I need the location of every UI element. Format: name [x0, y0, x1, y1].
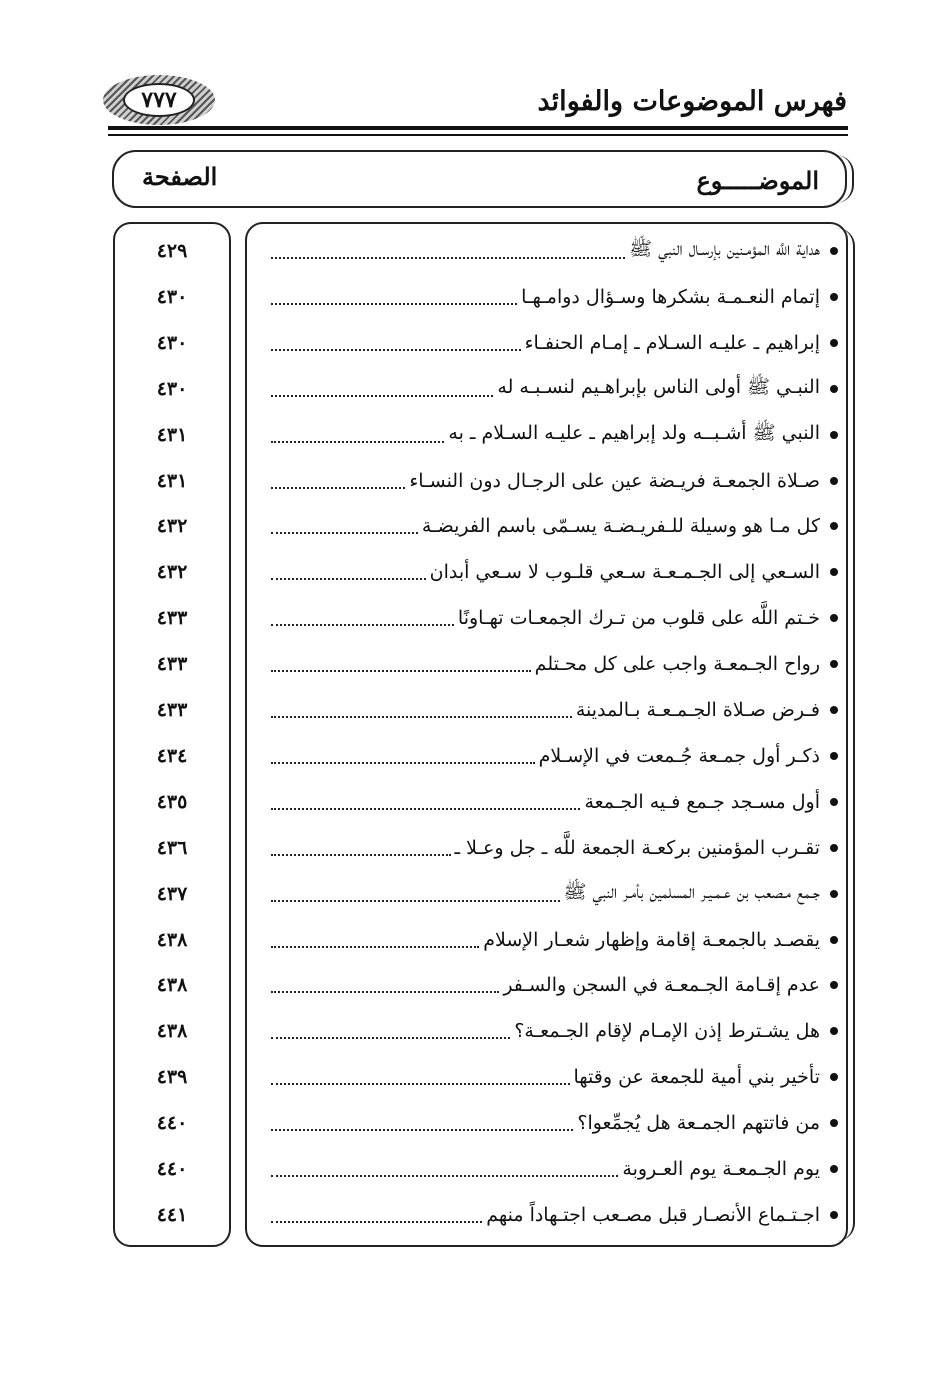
bullet-icon [830, 752, 838, 760]
entry-page: ٤٣٣ [156, 653, 188, 676]
bullet-icon [830, 339, 838, 347]
bullet-icon [830, 522, 838, 530]
entry-topic: هل يشـترط إذن الإمـام لإقام الجـمعـة؟ [514, 1020, 820, 1043]
index-entry [265, 741, 838, 771]
bullet-icon [830, 247, 838, 255]
bullet-icon [830, 798, 838, 806]
dot-leader [271, 395, 493, 397]
entry-topic: تقـرب المؤمنين بركعـة الجمعة للَّه ـ جل وعـلا ـ [454, 836, 820, 859]
dot-leader [271, 900, 560, 902]
dot-leader [271, 670, 531, 672]
page-number-badge [103, 75, 215, 125]
index-entry [265, 649, 838, 679]
index-entry [265, 557, 838, 587]
bullet-icon [830, 1211, 838, 1219]
entry-page: ٤٣٩ [156, 1066, 188, 1089]
dot-leader [271, 441, 444, 443]
bullet-icon [830, 936, 838, 944]
index-entry [265, 236, 838, 266]
entry-topic: من فاتتهم الجمـعة هل يُجمِّعوا؟ [577, 1112, 820, 1135]
entry-topic: السـعي إلى الجـمـعـة سـعي قلـوب لا سـعي أبدان [429, 561, 820, 584]
dot-leader [271, 716, 572, 718]
entry-topic: ذكـر أول جمـعة جُـمعت في الإسـلام [538, 744, 820, 767]
dot-leader [271, 1129, 573, 1131]
entry-page: ٤٣١ [156, 423, 188, 446]
dot-leader [271, 257, 625, 259]
entry-page: ٤٣٢ [156, 515, 188, 538]
entry-page: ٤٤١ [156, 1203, 188, 1226]
entry-topic: النبي ﷺ أشـبــه ولد إبراهيم ـ عليـه السـلام ـ به [448, 421, 820, 444]
bullet-icon [830, 385, 838, 393]
entry-page: ٤٣٥ [156, 790, 188, 813]
dot-leader [271, 624, 454, 626]
entry-page: ٤٣٤ [156, 744, 188, 767]
entry-page: ٤٣٧ [156, 882, 188, 905]
entry-page: ٤٣٢ [156, 561, 188, 584]
entry-topic: إتمام النعـمـة بشكرها وسـؤال دوامـهـا [521, 285, 820, 308]
entry-topic: صـلاة الجمعـة فريـضة عين على الرجـال دون النسـاء [409, 469, 820, 492]
entry-page: ٤٤٠ [156, 1112, 188, 1135]
index-entry [265, 970, 838, 1000]
bullet-icon [830, 293, 838, 301]
dot-leader [271, 303, 517, 305]
dot-leader [271, 1037, 510, 1039]
index-entry [265, 603, 838, 633]
dot-leader [271, 762, 535, 764]
dot-leader [271, 991, 499, 993]
entry-page: ٤٣٨ [156, 1020, 188, 1043]
index-entry [265, 1154, 838, 1184]
entry-topic: كل مـا هو وسيلة للـفريـضـة يسـمّى باسم الفريضـة [421, 515, 820, 538]
header-rule-thin [108, 134, 848, 136]
bullet-icon [830, 431, 838, 439]
entry-topic: يقصـد بالجمعـة إقامة وإظهار شعـار الإسلام [483, 928, 820, 951]
page-number: ٧٧٧ [123, 83, 195, 117]
dot-leader [271, 854, 451, 856]
bullet-icon [830, 568, 838, 576]
page-title: فهرس الموضوعات والفوائد [537, 86, 847, 117]
bullet-icon [830, 1165, 838, 1173]
dot-leader [271, 487, 405, 489]
bullet-icon [830, 1073, 838, 1081]
column-header-page: الصفحة [142, 162, 218, 191]
entry-page: ٤٣٨ [156, 974, 188, 997]
index-entry [265, 879, 838, 909]
bullet-icon [830, 706, 838, 714]
entry-page: ٤٣٠ [156, 285, 188, 308]
bullet-icon [830, 614, 838, 622]
index-entry [265, 420, 838, 450]
dot-leader [271, 1221, 482, 1223]
entry-topic: هداية اللَّه المؤمـنين بإرسـال النبي ﷺ [629, 238, 820, 260]
entry-topic: جـمع مـصعب بن عـمـيـر المسلمين بأمـر النبي ﷺ [563, 880, 820, 903]
index-entry [265, 1062, 838, 1092]
entry-page: ٤٣٦ [156, 836, 188, 859]
column-header-topic: الموضـــــوع [696, 166, 819, 195]
entry-topic: أول مسـجد جـمع فـيه الجـمعة [584, 790, 820, 813]
entry-page: ٤٢٩ [156, 240, 188, 262]
dot-leader [271, 349, 521, 351]
bullet-icon [830, 981, 838, 989]
index-entry [265, 1108, 838, 1138]
index-entry [265, 511, 838, 541]
entry-topic: النبـي ﷺ أولى الناس بإبراهـيم لنسـبـه له [497, 375, 820, 398]
index-entry [265, 695, 838, 725]
dot-leader [271, 946, 479, 948]
index-entry [265, 328, 838, 358]
entry-topic: خـتم اللَّه على قلوب من تـرك الجمعـات تهـاونًا [457, 607, 820, 630]
entry-page: ٤٤٠ [156, 1158, 188, 1180]
entry-topic: اجـتـماع الأنصـار قبل مصـعب اجتـهاداً منهم [486, 1203, 820, 1226]
entry-topic: فـرض صـلاة الجـمـعـة بـالمدينة [575, 699, 820, 721]
header-rule-thick [108, 126, 848, 130]
column-header-box [112, 150, 847, 208]
entry-topic: تأخير بني أمية للجمعة عن وقتها [573, 1066, 820, 1089]
index-entry [265, 787, 838, 817]
bullet-icon [830, 477, 838, 485]
entry-page: ٤٣٣ [156, 607, 188, 630]
index-entry [265, 282, 838, 312]
dot-leader [271, 578, 426, 580]
bullet-icon [830, 844, 838, 852]
entry-page: ٤٣٣ [156, 699, 188, 721]
entry-topic: عدم إقـامة الجـمعـة في السجن والسـفر [503, 974, 820, 997]
bullet-icon [830, 1119, 838, 1127]
entry-page: ٤٣٨ [156, 928, 188, 951]
entry-topic: رواح الجـمعـة واجب على كل محـتلم [534, 653, 820, 676]
entry-topic: يوم الجـمعـة يوم العـروبة [622, 1158, 820, 1180]
bullet-icon [830, 890, 838, 898]
entry-page: ٤٣١ [156, 469, 188, 492]
index-entry [265, 466, 838, 496]
entry-topic: إبراهيم ـ عليـه السـلام ـ إمـام الحنفـاء [524, 331, 820, 354]
dot-leader [271, 532, 418, 534]
entry-page: ٤٣٠ [156, 377, 188, 400]
index-entry [265, 833, 838, 863]
entry-page: ٤٣٠ [156, 331, 188, 354]
bullet-icon [830, 1027, 838, 1035]
dot-leader [271, 808, 580, 810]
index-entry [265, 1200, 838, 1230]
index-entry [265, 1016, 838, 1046]
index-entry [265, 925, 838, 955]
dot-leader [271, 1083, 570, 1085]
bullet-icon [830, 660, 838, 668]
index-entry [265, 374, 838, 404]
dot-leader [271, 1175, 618, 1177]
